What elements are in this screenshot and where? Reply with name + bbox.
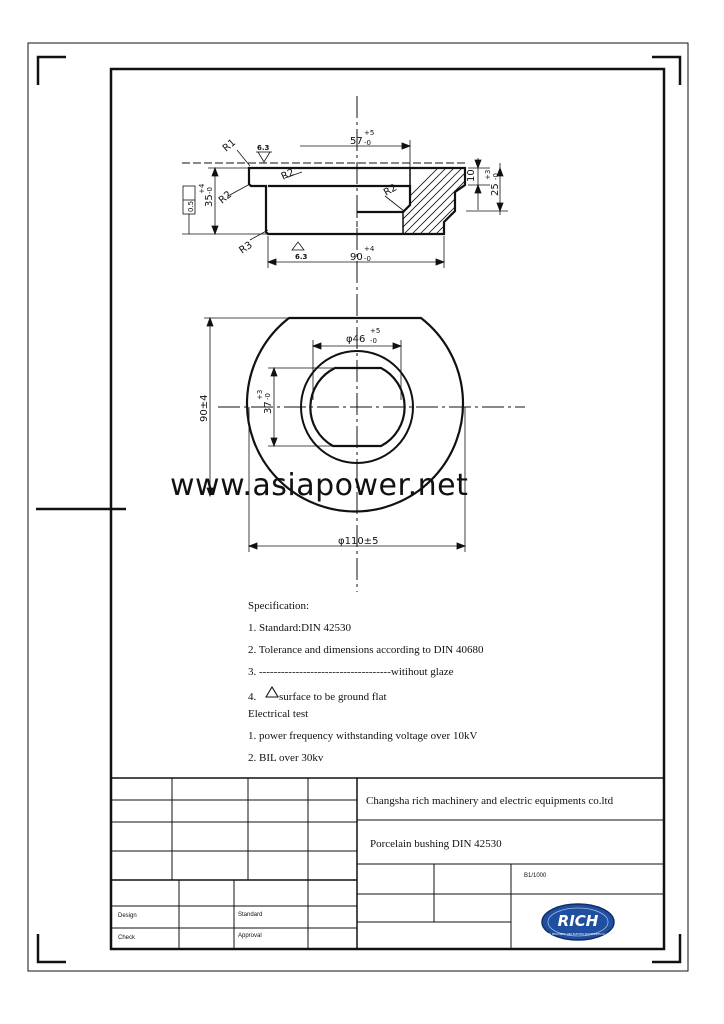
- dim-57-tol-minus: -0: [364, 139, 371, 147]
- dim-10: 10: [466, 169, 477, 182]
- dim-25: 25: [490, 183, 501, 196]
- spec-item-4-number: 4.: [248, 691, 257, 703]
- product-name: Porcelain bushing DIN 42530: [370, 838, 502, 850]
- spec-item-4-text: surface to be ground flat: [279, 691, 387, 703]
- design-label: Design: [118, 913, 137, 919]
- watermark-text: www.asiapower.net: [170, 468, 469, 503]
- section-dimensions: [182, 140, 508, 268]
- dim-57-tol-plus: +5: [364, 129, 375, 137]
- label-r1: R1: [220, 137, 239, 155]
- electrical-item-2: 2. BIL over 30kv: [248, 752, 324, 764]
- dim-90-plan: 90±4: [199, 394, 210, 422]
- spec-heading: Specification:: [248, 600, 310, 612]
- spec-item-4: [248, 686, 387, 703]
- label-r3: R3: [237, 239, 255, 257]
- rich-logo: [540, 902, 616, 942]
- electrical-item-1: 1. power frequency withstanding voltage over 10kV: [248, 730, 478, 742]
- dim-35-tol-minus: -0: [206, 187, 214, 194]
- electrical-heading: Electrical test: [248, 708, 309, 720]
- company-name: Changsha rich machinery and electric equipments co.ltd: [366, 795, 614, 807]
- dim-57: 57: [350, 136, 363, 147]
- outer-border: [28, 43, 688, 971]
- logo-subtext: RICH MACHINERY AND ELECTRIC EQUIPMENTS CO.,LTD: [545, 933, 611, 936]
- dim-37-tol-plus: +3: [256, 389, 264, 400]
- dim-35-tol-plus: +4: [198, 183, 206, 194]
- check-label: Check: [118, 935, 136, 941]
- dim-35: 35: [204, 194, 215, 207]
- dim-25-tol-minus: -0: [492, 173, 500, 180]
- spec-item-2: 2. Tolerance and dimensions according to DIN 40680: [248, 644, 484, 656]
- dim-phi46: φ46: [346, 334, 366, 345]
- dim-90: 90: [350, 252, 363, 263]
- dim-90-tol-minus: -0: [364, 255, 371, 263]
- roughness-bottom: 6.3: [295, 253, 308, 261]
- dim-phi46-tol-minus: -0: [370, 337, 377, 345]
- dim-25-tol-plus: +3: [484, 169, 492, 180]
- label-r2-right: R2: [382, 182, 400, 199]
- roughness-top: 6.3: [257, 144, 270, 152]
- spec-item-3: 3. ------------------------------------witihout glaze: [248, 666, 454, 678]
- triangle-icon: [265, 686, 279, 698]
- approval-label: Approval: [238, 933, 262, 939]
- scale-label: B1/1000: [524, 873, 547, 879]
- logo-text: RICH: [557, 912, 599, 930]
- dim-phi46-tol-plus: +5: [370, 327, 381, 335]
- dim-90-tol-plus: +4: [364, 245, 375, 253]
- label-r2-left: R2: [216, 189, 235, 207]
- dim-37: 37: [263, 401, 274, 414]
- dim-37-tol-minus: -0: [264, 393, 272, 400]
- flatness-value: 0.5: [187, 200, 195, 212]
- spec-item-1: 1. Standard:DIN 42530: [248, 622, 351, 634]
- label-r2-mid: R2: [279, 167, 297, 183]
- corner-marks: [36, 57, 680, 962]
- plan-dimensions: [204, 318, 465, 552]
- standard-label: Standard: [238, 912, 263, 918]
- dim-phi110: φ110±5: [338, 536, 379, 547]
